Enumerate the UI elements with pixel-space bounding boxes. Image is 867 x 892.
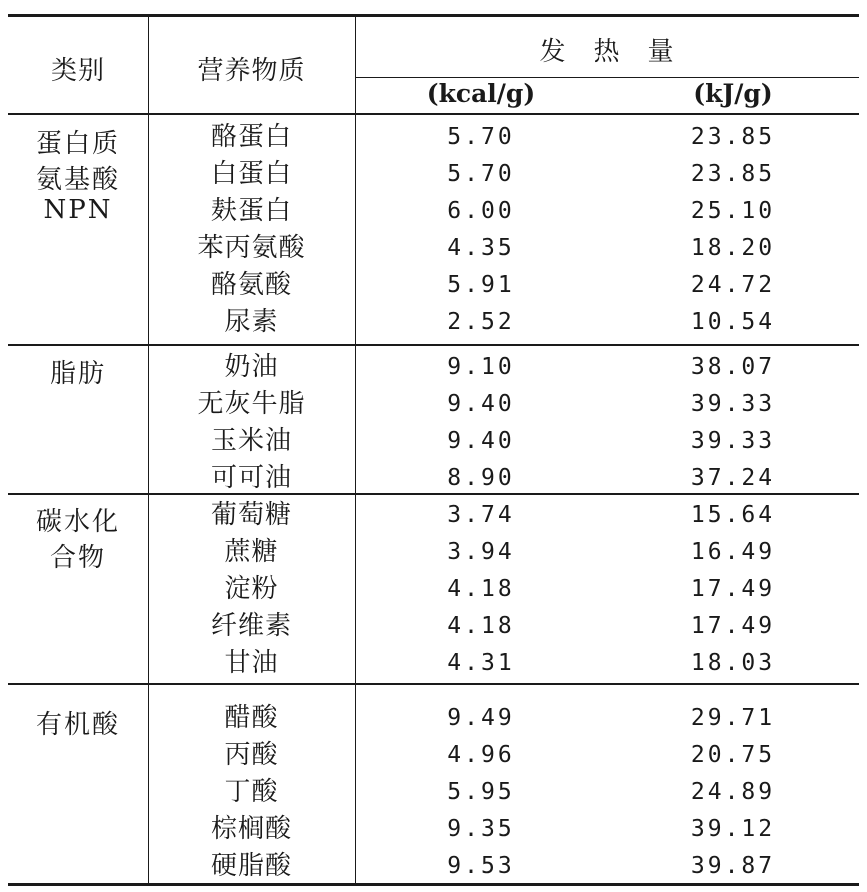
table-group [8, 683, 859, 883]
kcal-value: 6.00 [447, 198, 515, 224]
kj-value: 39.33 [690, 391, 776, 417]
kj-value: 17.49 [690, 576, 776, 602]
kcal-value: 4.18 [447, 576, 515, 602]
kj-value: 29.71 [690, 705, 776, 731]
kj-value: 25.10 [690, 198, 776, 224]
kcal-value: 3.74 [447, 502, 515, 528]
table-row [8, 119, 859, 156]
table-row [8, 349, 859, 386]
kcal-value: 9.35 [447, 816, 515, 842]
kcal-value: 4.18 [447, 613, 515, 639]
kj-value: 37.24 [690, 465, 776, 491]
category-label: 碳水化 [35, 507, 120, 537]
nutrient-cell: 甘油 [224, 648, 279, 678]
nutrient-cell: 白蛋白 [210, 159, 292, 189]
table-row [8, 645, 859, 682]
nutrient-cell: 麸蛋白 [210, 196, 292, 226]
kj-value: 38.07 [690, 354, 776, 380]
kj-value: 15.64 [690, 502, 776, 528]
category-label: 有机酸 [35, 710, 120, 740]
table-row [8, 848, 859, 885]
nutrient-cell: 无灰牛脂 [197, 389, 306, 419]
table-header [8, 17, 859, 115]
header-heat-rule [355, 77, 859, 78]
table-row [8, 534, 859, 571]
table-row [8, 460, 859, 497]
kcal-value: 9.53 [447, 853, 515, 879]
kj-value: 18.03 [690, 650, 776, 676]
nutrient-cell: 棕榈酸 [210, 814, 292, 844]
kcal-value: 9.49 [447, 705, 515, 731]
kj-value: 24.89 [690, 779, 776, 805]
header-category: 类别 [50, 56, 105, 86]
table-group [8, 344, 859, 493]
category-label: 蛋白质 [35, 129, 120, 159]
table-row [8, 497, 859, 534]
kcal-value: 3.94 [447, 539, 515, 565]
kcal-value: 4.35 [447, 235, 515, 261]
table-row [8, 571, 859, 608]
category-label: NPN [43, 195, 113, 225]
table-row [8, 423, 859, 460]
kj-value: 39.33 [690, 428, 776, 454]
kcal-value: 8.90 [447, 465, 515, 491]
kj-value: 23.85 [690, 161, 776, 187]
kcal-value: 2.52 [447, 309, 515, 335]
kcal-value: 5.70 [447, 124, 515, 150]
table-group [8, 115, 859, 344]
table-row [8, 774, 859, 811]
kj-value: 10.54 [690, 309, 776, 335]
table-row [8, 156, 859, 193]
kj-value: 39.12 [690, 816, 776, 842]
category-label: 合物 [49, 543, 106, 573]
kcal-value: 5.95 [447, 779, 515, 805]
kj-value: 39.87 [690, 853, 776, 879]
nutrient-cell: 酪蛋白 [210, 122, 292, 152]
kj-value: 23.85 [690, 124, 776, 150]
kj-value: 17.49 [690, 613, 776, 639]
header-nutrient: 营养物质 [197, 56, 306, 86]
nutrient-cell: 硬脂酸 [210, 851, 292, 881]
kcal-value: 4.96 [447, 742, 515, 768]
nutrient-cell: 蔗糖 [224, 537, 279, 567]
table-row [8, 608, 859, 645]
energy-table [8, 14, 859, 886]
nutrient-cell: 葡萄糖 [210, 500, 292, 530]
table-group [8, 493, 859, 683]
kcal-value: 9.40 [447, 391, 515, 417]
nutrient-cell: 玉米油 [210, 426, 292, 456]
category-label: 脂肪 [49, 359, 106, 389]
table-row [8, 700, 859, 737]
table-row [8, 304, 859, 341]
kj-value: 16.49 [690, 539, 776, 565]
table-row [8, 386, 859, 423]
nutrient-cell: 淀粉 [224, 574, 279, 604]
nutrient-cell: 纤维素 [210, 611, 292, 641]
nutrient-cell: 醋酸 [224, 703, 279, 733]
table-row [8, 267, 859, 304]
header-heat: 发 热 量 [539, 37, 675, 67]
nutrient-cell: 可可油 [210, 463, 292, 493]
kcal-value: 5.70 [447, 161, 515, 187]
kj-value: 20.75 [690, 742, 776, 768]
category-label: 氨基酸 [35, 165, 120, 195]
kcal-value: 9.40 [447, 428, 515, 454]
table-row [8, 737, 859, 774]
nutrient-cell: 奶油 [224, 352, 279, 382]
header-kj-unit: (kJ/g) [693, 79, 773, 108]
nutrient-cell: 丙酸 [224, 740, 279, 770]
kcal-value: 9.10 [447, 354, 515, 380]
table-row [8, 193, 859, 230]
kcal-value: 5.91 [447, 272, 515, 298]
kcal-value: 4.31 [447, 650, 515, 676]
nutrient-cell: 丁酸 [224, 777, 279, 807]
table-row [8, 811, 859, 848]
table-row [8, 230, 859, 267]
kj-value: 18.20 [690, 235, 776, 261]
kj-value: 24.72 [690, 272, 776, 298]
nutrient-cell: 苯丙氨酸 [197, 233, 306, 263]
header-kcal-unit: (kcal/g) [426, 79, 536, 108]
nutrient-cell: 酪氨酸 [210, 270, 292, 300]
nutrient-cell: 尿素 [224, 307, 279, 337]
